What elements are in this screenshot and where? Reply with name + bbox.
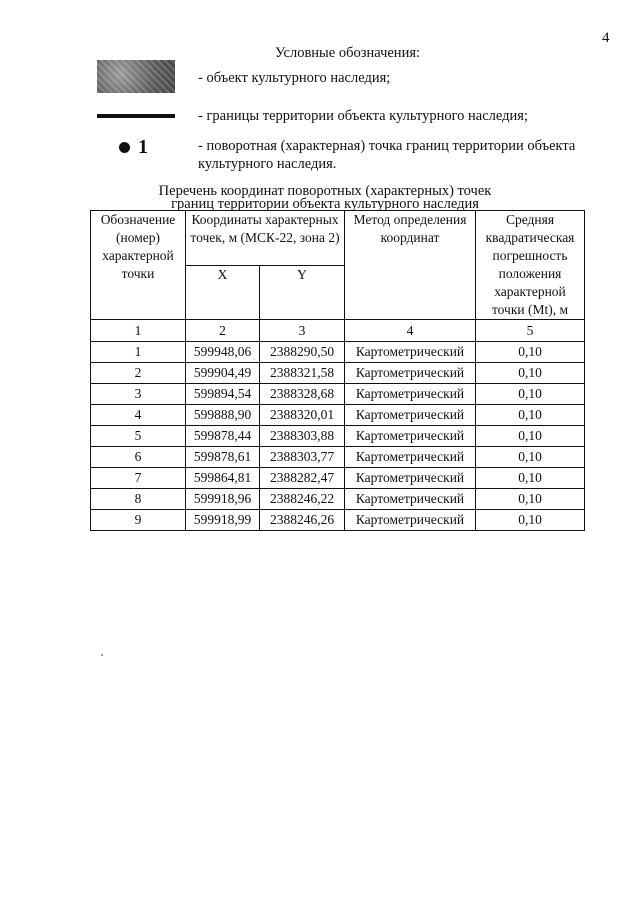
- table-row: [91, 342, 585, 363]
- cell-point: 5: [91, 426, 186, 447]
- table-row: [91, 384, 585, 405]
- cell-method: Картометрический: [345, 426, 476, 447]
- turning-point-marker-label: 1: [138, 136, 148, 158]
- cell-method: Картометрический: [345, 468, 476, 489]
- cell-point: 6: [91, 447, 186, 468]
- cell-y: 2388282,47: [260, 468, 345, 489]
- header-method: Метод определения координат: [345, 211, 476, 320]
- table-row: [91, 363, 585, 384]
- cell-x: 599894,54: [186, 384, 260, 405]
- cell-y: 2388321,58: [260, 363, 345, 384]
- cell-error: 0,10: [476, 426, 585, 447]
- cell-error: 0,10: [476, 447, 585, 468]
- coordinates-table: [90, 210, 585, 531]
- cell-error: 0,10: [476, 363, 585, 384]
- column-number-row: [91, 320, 585, 342]
- legend-item-boundary: - границы территории объекта культурного наследия;: [198, 108, 528, 124]
- legend-item-heritage-object: - объект культурного наследия;: [198, 70, 391, 86]
- cell-error: 0,10: [476, 342, 585, 363]
- table-row: [91, 468, 585, 489]
- cell-x: 599948,06: [186, 342, 260, 363]
- column-number: 5: [476, 320, 585, 342]
- cell-point: 4: [91, 405, 186, 426]
- cell-point: 2: [91, 363, 186, 384]
- cell-error: 0,10: [476, 489, 585, 510]
- column-number: 3: [260, 320, 345, 342]
- cell-point: 8: [91, 489, 186, 510]
- cell-method: Картометрический: [345, 363, 476, 384]
- header-x: X: [186, 265, 260, 320]
- header-coordinates: Координаты характерных точек, м (МСК-22, зона 2): [186, 211, 345, 266]
- table-row: [91, 426, 585, 447]
- header-error: Средняя квадратическая погрешность положения характерной точки (Mt), м: [476, 211, 585, 320]
- cell-method: Картометрический: [345, 489, 476, 510]
- cell-method: Картометрический: [345, 342, 476, 363]
- heritage-object-swatch-icon: [97, 60, 175, 93]
- cell-error: 0,10: [476, 405, 585, 426]
- cell-y: 2388303,77: [260, 447, 345, 468]
- cell-x: 599918,99: [186, 510, 260, 531]
- cell-x: 599878,44: [186, 426, 260, 447]
- table-caption: Перечень координат поворотных (характерных) точек: [158, 183, 492, 199]
- header-y: Y: [260, 265, 345, 320]
- table-row: [91, 510, 585, 531]
- cell-x: 599888,90: [186, 405, 260, 426]
- page-number: 4: [602, 30, 610, 46]
- header-designation: Обозначение (номер) характерной точки: [91, 211, 186, 320]
- cell-method: Картометрический: [345, 384, 476, 405]
- table-caption-line2: границ территории объекта культурного наследия: [171, 196, 479, 212]
- table-row: [91, 405, 585, 426]
- cell-error: 0,10: [476, 510, 585, 531]
- cell-y: 2388328,68: [260, 384, 345, 405]
- column-number: 2: [186, 320, 260, 342]
- cell-x: 599904,49: [186, 363, 260, 384]
- legend-title: Условные обозначения:: [275, 45, 421, 61]
- cell-y: 2388320,01: [260, 405, 345, 426]
- column-number: 1: [91, 320, 186, 342]
- cell-point: 9: [91, 510, 186, 531]
- cell-y: 2388246,26: [260, 510, 345, 531]
- cell-point: 1: [91, 342, 186, 363]
- table-header-row: [91, 211, 585, 266]
- cell-y: 2388290,50: [260, 342, 345, 363]
- column-number: 4: [345, 320, 476, 342]
- cell-y: 2388246,22: [260, 489, 345, 510]
- cell-x: 599878,61: [186, 447, 260, 468]
- cell-point: 3: [91, 384, 186, 405]
- cell-method: Картометрический: [345, 405, 476, 426]
- table-row: [91, 447, 585, 468]
- table-row: [91, 489, 585, 510]
- turning-point-icon: [119, 142, 130, 153]
- cell-method: Картометрический: [345, 447, 476, 468]
- boundary-line-icon: [97, 114, 175, 118]
- cell-point: 7: [91, 468, 186, 489]
- cell-error: 0,10: [476, 384, 585, 405]
- cell-method: Картометрический: [345, 510, 476, 531]
- scan-speck: [101, 654, 103, 656]
- cell-y: 2388303,88: [260, 426, 345, 447]
- cell-x: 599864,81: [186, 468, 260, 489]
- cell-x: 599918,96: [186, 489, 260, 510]
- cell-error: 0,10: [476, 468, 585, 489]
- legend-item-turning-point: - поворотная (характерная) точка границ территории объекта культурного наследия.: [198, 138, 576, 172]
